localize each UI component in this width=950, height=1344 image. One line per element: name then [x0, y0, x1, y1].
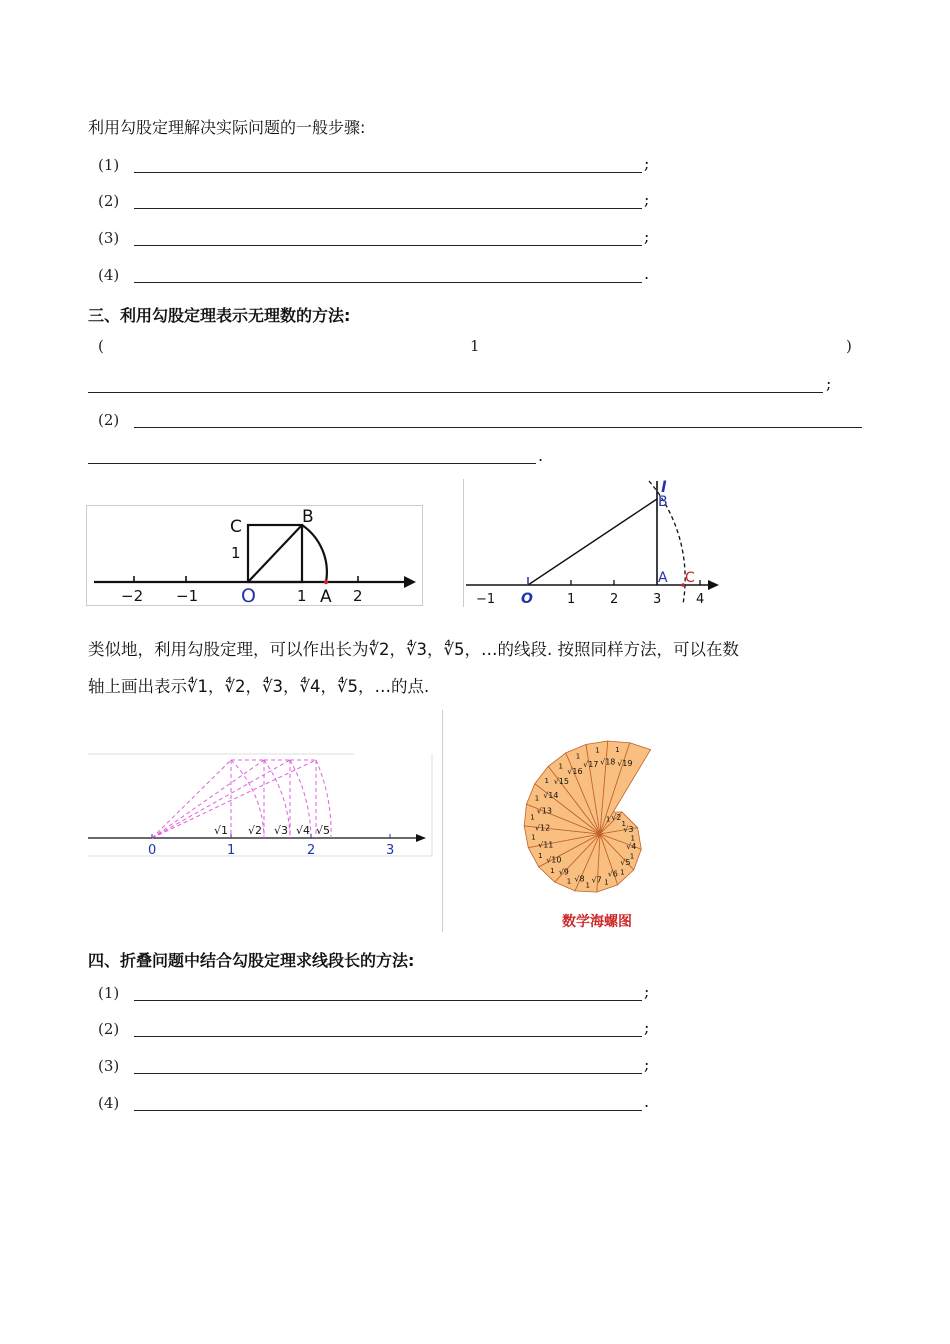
figure-right-triangle — [463, 479, 725, 607]
spiral-one-label: 1 — [585, 881, 590, 890]
item1-close: ) — [846, 337, 852, 355]
spiral-one-label: 1 — [629, 852, 635, 861]
spiral-one-label: 1 — [531, 833, 536, 842]
spiral-root-label: √16 — [567, 766, 583, 776]
tick-label-neg1: −1 — [476, 592, 496, 607]
label-c: C — [685, 570, 695, 586]
blank-line[interactable] — [134, 1000, 642, 1001]
spiral-root-label: √10 — [546, 855, 562, 865]
blank-line[interactable] — [134, 172, 642, 173]
step-end: ; — [644, 982, 650, 1001]
spiral-root-label: √13 — [536, 806, 552, 816]
spiral-root-label: √11 — [538, 840, 554, 850]
root-label: √2 — [248, 824, 263, 837]
spiral-one-label: 1 — [550, 867, 555, 876]
step-label: (1) — [98, 984, 120, 1002]
spiral-one-label: 1 — [538, 851, 543, 860]
blank-line[interactable] — [134, 1110, 642, 1111]
section3-title: 三、利用勾股定理表示无理数的方法: — [88, 306, 351, 325]
hypotenuse-ob — [528, 499, 657, 585]
spiral-caption: 数学海螺图 — [562, 914, 632, 930]
spiral-root-label: √3 — [623, 825, 634, 834]
root-label: √3 — [274, 824, 289, 837]
step-end: . — [644, 1092, 650, 1111]
label-a: A — [658, 570, 668, 586]
blank-line[interactable] — [88, 463, 536, 464]
tick-label-1: 1 — [297, 587, 307, 605]
blank-line[interactable] — [134, 1036, 642, 1037]
spiral-one-label: 1 — [530, 813, 535, 822]
root-label: √5 — [316, 824, 331, 837]
spiral-one-label: 1 — [605, 815, 611, 824]
diagonal-ob — [248, 525, 302, 582]
spiral-one-label: 1 — [534, 794, 540, 803]
step-end: ; — [644, 154, 650, 173]
tick-label-3: 3 — [386, 843, 395, 858]
step-label: (4) — [98, 266, 120, 284]
step-end: . — [644, 264, 650, 283]
spiral-one-label: 1 — [566, 877, 572, 886]
item1-open: ( — [98, 337, 104, 355]
intro-text: 利用勾股定理解决实际问题的一般步骤: — [88, 118, 366, 137]
spiral-one-label: 1 — [595, 746, 600, 755]
root-label: √1 — [214, 824, 229, 837]
blank-line[interactable] — [134, 282, 642, 283]
paragraph-line-1: 类似地，利用勾股定理，可以作出长为∜2，∜3，∜5，…的线段. 按照同样方法，可以在数 — [88, 640, 740, 659]
blank-line[interactable] — [88, 392, 823, 393]
tick-label-1: 1 — [567, 592, 576, 607]
tick-label-2: 2 — [610, 592, 619, 607]
label-o: O — [521, 591, 533, 607]
spiral-one-label: 1 — [615, 745, 620, 754]
blank-line[interactable] — [134, 208, 642, 209]
label-b: B — [302, 507, 314, 527]
step-label: (3) — [98, 229, 120, 247]
figure-root-number-line — [86, 752, 434, 862]
spiral-one-label: 1 — [621, 819, 626, 828]
spiral-root-label: √9 — [558, 867, 569, 877]
spiral-one-label: 1 — [575, 752, 581, 761]
step-label: (1) — [98, 156, 120, 174]
tick-label-2: 2 — [307, 843, 316, 858]
item1-end: ; — [826, 374, 832, 393]
spiral-one-label: 1 — [630, 834, 635, 843]
tick-label-neg2: −2 — [121, 587, 144, 605]
spiral-root-label: √5 — [620, 858, 631, 867]
spiral-triangles — [524, 741, 650, 892]
step-end: ; — [644, 190, 650, 209]
spiral-root-label: √17 — [583, 760, 599, 770]
blank-line[interactable] — [134, 245, 642, 246]
spiral-root-label: √8 — [574, 874, 585, 884]
tick-label-2: 2 — [353, 587, 363, 605]
step-end: ; — [644, 1018, 650, 1037]
label-side-1: 1 — [231, 544, 241, 562]
spiral-root-label: √4 — [626, 841, 637, 851]
figure-spiral — [442, 710, 704, 932]
spiral-root-label: √2 — [611, 812, 622, 822]
spiral-root-label: √18 — [600, 757, 616, 767]
spiral-root-label: √19 — [617, 758, 633, 768]
blank-line[interactable] — [134, 1073, 642, 1074]
step-end: ; — [644, 1055, 650, 1074]
label-o: O — [241, 585, 256, 607]
paragraph-line-2: 轴上画出表示∜1，∜2，∜3，∜4，∜5，…的点. — [88, 677, 430, 696]
axis-arrow — [416, 834, 426, 842]
step-label: (3) — [98, 1057, 120, 1075]
axis-arrow — [708, 580, 719, 590]
root-label: √4 — [296, 824, 311, 837]
step-end: ; — [644, 227, 650, 246]
figure-square-diagonal — [86, 505, 426, 607]
arc-ba — [302, 525, 327, 582]
axis-arrow — [404, 576, 416, 588]
spiral-root-label: √15 — [553, 777, 569, 787]
tick-label-1: 1 — [227, 843, 236, 858]
tick-label-0: 0 — [148, 843, 157, 858]
spiral-one-label: 1 — [544, 777, 549, 785]
item2-label: (2) — [98, 411, 120, 429]
spiral-one-label: 1 — [620, 868, 625, 877]
spiral-root-label: √7 — [591, 875, 602, 885]
step-label: (2) — [98, 1020, 120, 1038]
tick-label-4: 4 — [696, 592, 705, 607]
spiral-root-label: √12 — [534, 823, 551, 833]
label-c: C — [230, 517, 242, 537]
step-label: (4) — [98, 1094, 120, 1112]
tick-label-3: 3 — [653, 592, 662, 607]
step-label: (2) — [98, 192, 120, 210]
blank-line[interactable] — [134, 427, 862, 428]
tick-label-neg1: −1 — [176, 587, 199, 605]
spiral-root-label: √6 — [607, 869, 618, 879]
label-b: B — [658, 494, 668, 510]
spiral-one-label: 1 — [558, 762, 563, 771]
section4-title: 四、折叠问题中结合勾股定理求线段长的方法: — [88, 951, 415, 970]
item1-mid: 1 — [470, 337, 480, 355]
point-a — [324, 580, 328, 584]
spiral-one-label: 1 — [604, 878, 609, 887]
item2-end: . — [538, 446, 544, 465]
spiral-root-label: √14 — [543, 790, 559, 800]
label-l: l — [661, 479, 667, 496]
label-a: A — [320, 587, 332, 607]
